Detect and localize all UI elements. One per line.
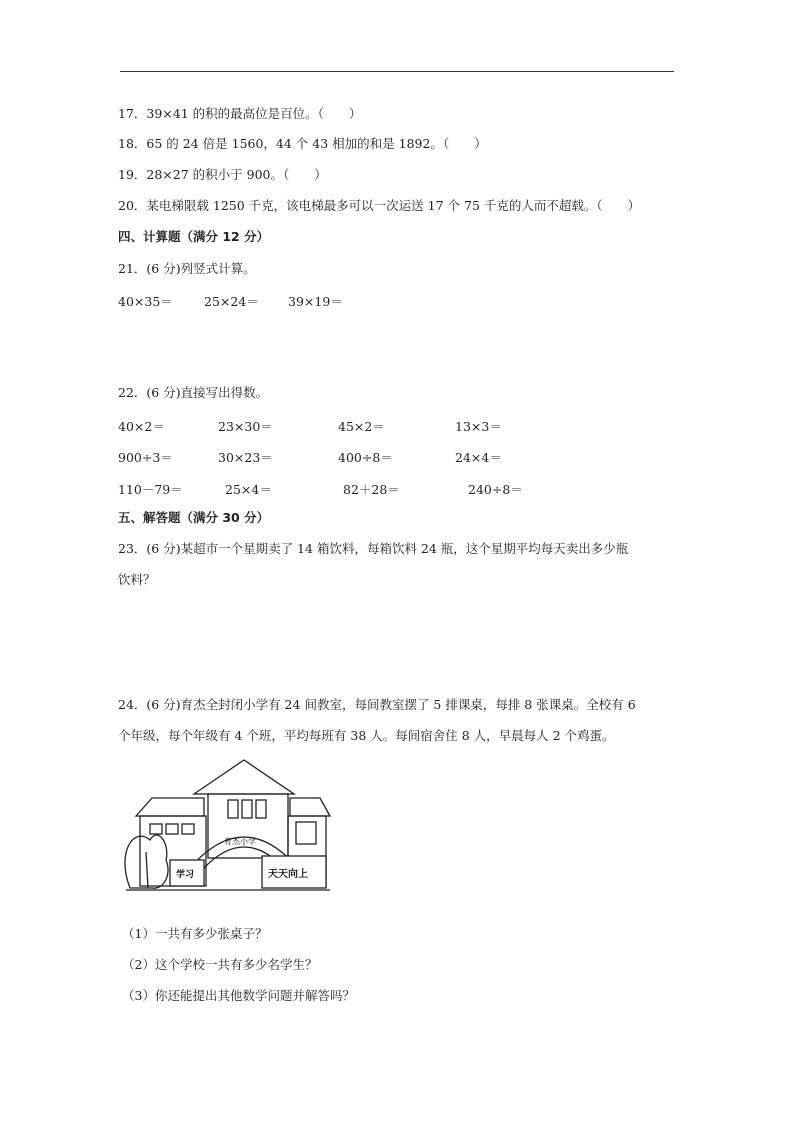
question-17: 17．39×41 的积的最高位是百位。（ ） — [118, 106, 362, 121]
q21-item-2: 25×24＝ — [204, 294, 259, 309]
question-22: 22．(6 分)直接写出得数。 — [118, 385, 269, 400]
sub-question-3: （3）你还能提出其他数学问题并解答吗？ — [122, 988, 355, 1003]
question-23-line-1: 23．(6 分)某超市一个星期卖了 14 箱饮料，每箱饮料 24 瓶，这个星期平均每天卖出多少瓶 — [118, 541, 629, 556]
question-21: 21．(6 分)列竖式计算。 — [118, 261, 256, 276]
sub-question-1: （1）一共有多少张桌子？ — [122, 926, 268, 941]
q22-r1-c4: 13×3＝ — [455, 419, 502, 434]
q22-r1-c3: 45×2＝ — [338, 419, 385, 434]
q21-item-1: 40×35＝ — [118, 294, 173, 309]
section-5-title: 五、解答题（满分 30 分） — [118, 510, 270, 525]
sub-question-2: （2）这个学校一共有多少名学生？ — [122, 957, 318, 972]
question-24-line-2: 个年级，每个年级有 4 个班，平均每班有 38 人。每间宿舍住 8 人，早晨每人 2 个鸡蛋。 — [118, 728, 615, 743]
q22-r3-c2: 25×4＝ — [225, 482, 272, 497]
q22-r3-c3: 82＋28＝ — [343, 482, 400, 497]
question-19: 19．28×27 的积小于 900。（ ） — [118, 167, 327, 182]
q21-item-3: 39×19＝ — [288, 294, 343, 309]
left-board-text: 学习 — [176, 870, 195, 880]
q22-r2-c3: 400÷8＝ — [338, 450, 393, 465]
question-20: 20．某电梯限载 1250 千克，该电梯最多可以一次运送 17 个 75 千克的人而不超载。（ ） — [118, 198, 641, 213]
right-board-text: 天天向上 — [268, 869, 308, 880]
question-24-line-1: 24．(6 分)育杰全封闭小学有 24 间教室，每间教室摆了 5 排课桌，每排 8 张课桌。全校有 6 — [118, 697, 636, 712]
header-rule — [120, 71, 674, 72]
question-18: 18．65 的 24 倍是 1560，44 个 43 相加的和是 1892。（ ） — [118, 136, 487, 151]
question-23-line-2: 饮料？ — [118, 572, 156, 587]
school-building-illustration — [122, 756, 334, 898]
q22-r2-c2: 30×23＝ — [218, 450, 273, 465]
q22-r3-c1: 110－79＝ — [118, 482, 183, 497]
q22-r2-c4: 24×4＝ — [455, 450, 502, 465]
q22-r3-c4: 240÷8＝ — [468, 482, 523, 497]
q22-r1-c1: 40×2＝ — [118, 419, 165, 434]
school-sign-text: 育杰小学 — [224, 837, 256, 846]
q22-r1-c2: 23×30＝ — [218, 419, 273, 434]
q22-r2-c1: 900÷3＝ — [118, 450, 173, 465]
section-4-title: 四、计算题（满分 12 分） — [118, 229, 270, 244]
